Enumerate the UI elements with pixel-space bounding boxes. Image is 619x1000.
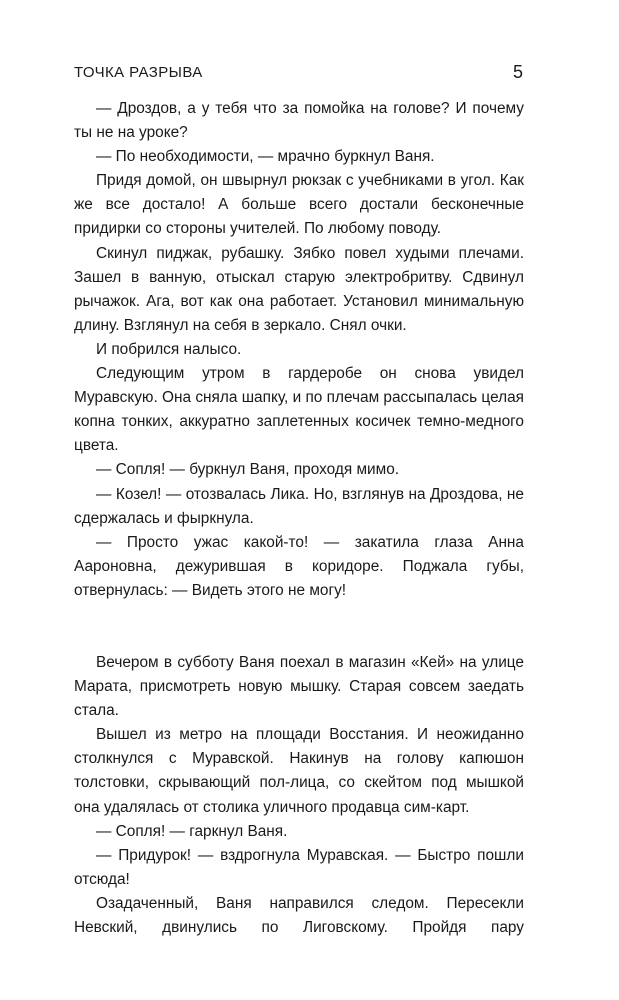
paragraph: — Сопля! — буркнул Ваня, проходя мимо.: [96, 461, 400, 479]
page-header: [74, 62, 523, 86]
section-break: [74, 603, 524, 651]
paragraph: — По необходимости, — мрачно буркнул Ваня.: [96, 148, 435, 166]
page-number: 5: [512, 62, 523, 82]
paragraph: Озадаченный, Ваня направился следом. Пересекли Невский, двинулись по Лиговскому. Пройдя пару: [74, 894, 524, 936]
paragraph: И побрился налысо.: [96, 340, 242, 358]
body-text: [74, 97, 524, 940]
paragraph: — Сопля! — гаркнул Ваня.: [96, 822, 288, 840]
running-title: ТОЧКА РАЗРЫВА: [74, 64, 203, 81]
paragraph: Следующим утром в гардеробе он снова увидел Муравскую. Она сняла шапку, и по плечам рассыпалась целая копна тонких, аккуратно заплетенных косичек темно-медного цвета.: [74, 365, 524, 455]
paragraph: — Просто ужас какой-то! — закатила глаза Анна Аароновна, дежурившая в коридоре. Поджала губы, отвернулась: — Видеть этого не могу!: [74, 533, 524, 599]
paragraph: — Дроздов, а у тебя что за помойка на голове? И почему ты не на уроке?: [74, 100, 524, 142]
paragraph: Вышел из метро на площади Восстания. И неожиданно столкнулся с Муравской. Накинув на голову капюшон толстовки, скрывающий пол-лица, со скейтом под мышкой она удалялась от столика уличного продавца сим-карт.: [74, 726, 524, 816]
paragraph: — Придурок! — вздрогнула Муравская. — Быстро пошли отсюда!: [74, 846, 524, 888]
paragraph: Скинул пиджак, рубашку. Зябко повел худыми плечами. Зашел в ванную, отыскал старую электробритву. Сдвинул рычажок. Ага, вот как она работает. Установил минимальную длину. Взглянул на себя в зеркало. Снял очки.: [74, 244, 524, 334]
paragraph: Вечером в субботу Ваня поехал в магазин «Кей» на улице Марата, присмотреть новую мышку. Старая совсем заедать стала.: [74, 653, 524, 720]
paragraph: Придя домой, он швырнул рюкзак с учебниками в угол. Как же все достало! А больше всего достали бесконечные придирки со стороны учителей. По любому поводу.: [74, 172, 524, 238]
paragraph: — Козел! — отозвалась Лика. Но, взглянув на Дроздова, не сдержалась и фыркнула.: [74, 485, 524, 527]
